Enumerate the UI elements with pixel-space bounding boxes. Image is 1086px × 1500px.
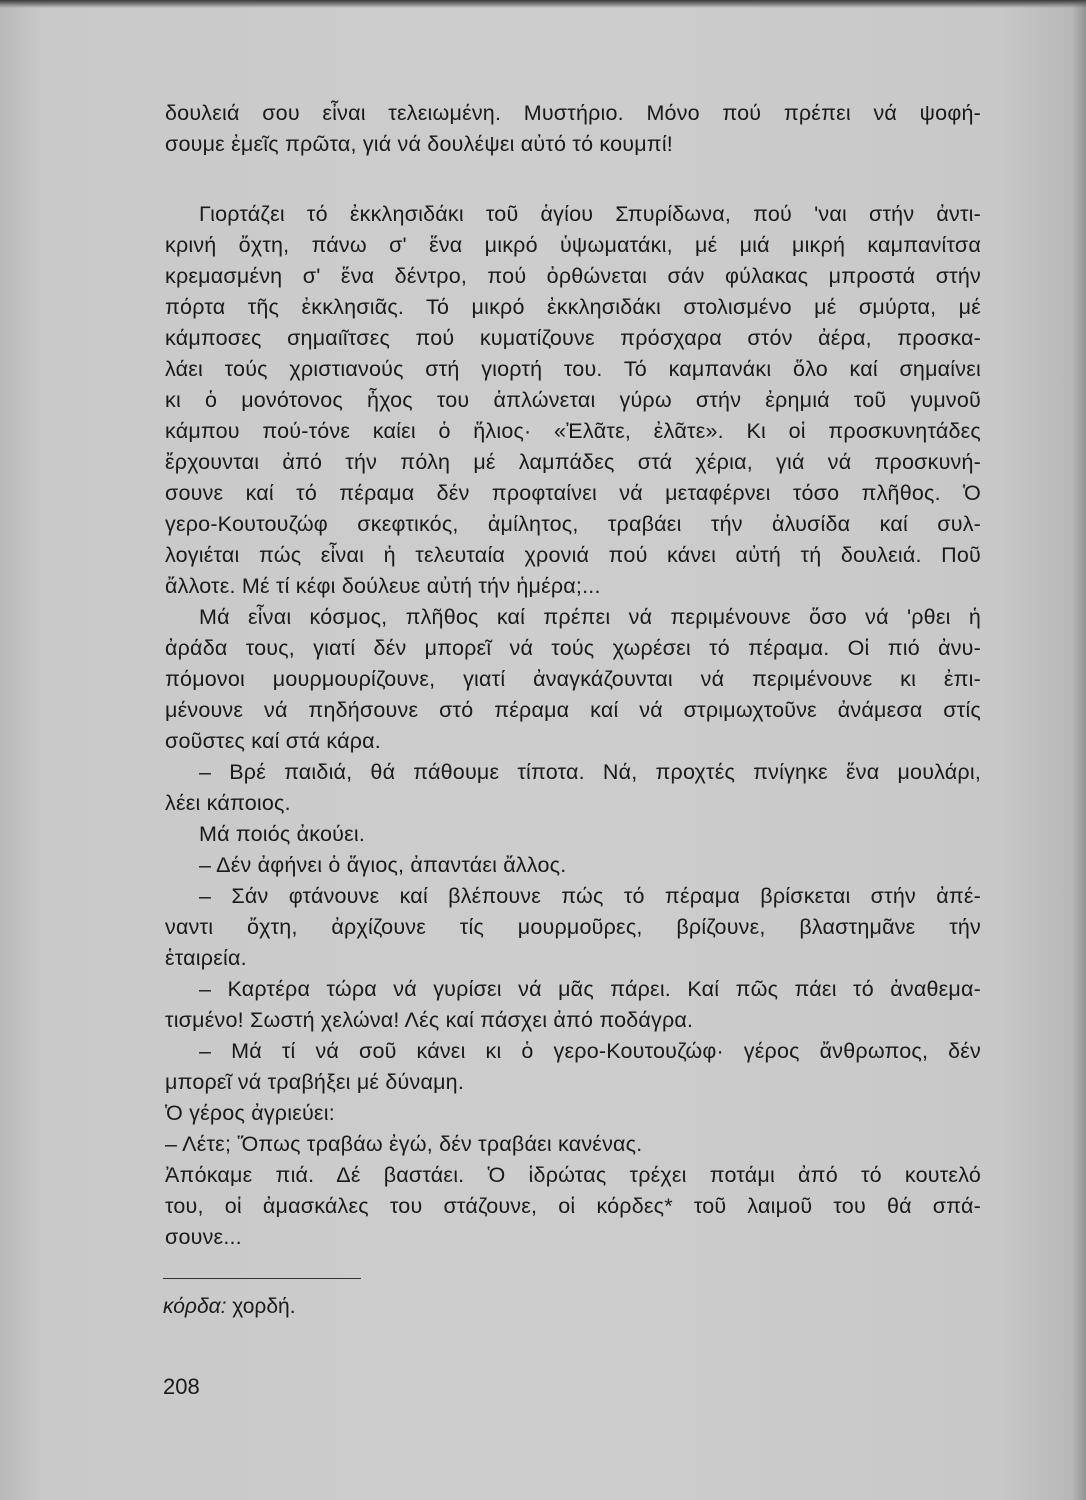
text-line: μπορεῖ νά τραβήξει μέ δύναμη. [165, 1070, 464, 1094]
text-line: λογιέται πώς εἶναι ἡ τελευταία χρονιά πού κάνει αὐτή τή δουλειά. Ποῦ [165, 543, 981, 567]
text-line: Μά ποιός ἀκούει. [199, 822, 366, 846]
paragraph-spacing [165, 160, 981, 199]
text-line: – Καρτέρα τώρα νά γυρίσει νά μᾶς πάρει. Καί πῶς πάει τό ἀναθεμα- [199, 977, 981, 1001]
text-line: πόμονοι μουρμουρίζουνε, γιατί ἀναγκάζουνται νά περιμένουνε κι ἐπι- [165, 667, 981, 691]
dialogue-paragraph [165, 757, 981, 819]
text-line: κρεμασμένη σ' ἕνα δέντρο, πού ὀρθώνεται σάν φύλακας μπροστά στήν [165, 264, 981, 288]
text-line: Ἀπόκαμε πιά. Δέ βαστάει. Ὁ ἱδρώτας τρέχει ποτάμι ἀπό τό κουτελό [165, 1163, 981, 1187]
footnote-separator [163, 1278, 361, 1279]
text-line: – Βρέ παιδιά, θά πάθουμε τίποτα. Νά, προχτές πνίγηκε ἕνα μουλάρι, [199, 760, 981, 784]
text-line: κάμποσες σημαιῖτσες πού κυματίζουνε πρόσχαρα στόν ἀέρα, προσκα- [165, 326, 981, 350]
text-line: – Σάν φτάνουνε καί βλέπουνε πώς τό πέραμα βρίσκεται στήν ἀπέ- [199, 884, 981, 908]
text-line: – Μά τί νά σοῦ κάνει κι ὁ γερο-Κουτουζώφ· γέρος ἄνθρωπος, δέν [199, 1039, 981, 1063]
dialogue-paragraph [165, 881, 981, 974]
text-line: ναντι ὄχτη, ἀρχίζουνε τίς μουρμοῦρες, βρίζουνε, βλαστημᾶνε τήν [165, 915, 981, 939]
paragraph [165, 199, 981, 602]
text-line: – Δέν ἀφήνει ὁ ἅγιος, ἀπαντάει ἄλλος. [199, 853, 567, 877]
text-line: του, οἱ ἀμασκάλες του στάζουνε, οἱ κόρδες* τοῦ λαιμοῦ του θά σπά- [165, 1194, 981, 1218]
dialogue-paragraph [165, 1036, 981, 1098]
text-line: σουνε καί τό πέραμα δέν προφταίνει νά μεταφέρνει τόσο πλῆθος. Ὁ [165, 481, 981, 505]
text-line: σοῦστες καί στά κάρα. [165, 729, 381, 753]
text-line: κι ὁ μονότονος ἦχος του ἁπλώνεται γύρω στήν ἐρημιά τοῦ γυμνοῦ [165, 388, 981, 412]
footnote [163, 1293, 296, 1321]
dialogue-paragraph [165, 974, 981, 1036]
text-line: κρινή ὄχτη, πάνω σ' ἕνα μικρό ὑψωματάκι, μέ μιά μικρή καμπανίτσα [165, 233, 981, 257]
footnote-term: κόρδα: [163, 1295, 227, 1318]
text-line: Ὁ γέρος ἀγριεύει: [165, 1101, 335, 1125]
paragraph [165, 602, 981, 757]
text-line: ἔρχουνται ἀπό τήν πόλη μέ λαμπάδες στά χέρια, γιά νά προσκυνή- [165, 450, 981, 474]
text-line: ἄλλοτε. Μέ τί κέφι δούλευε αὐτή τήν ἡμέρα;... [165, 574, 601, 598]
text-line: Μά εἶναι κόσμος, πλῆθος καί πρέπει νά περιμένουνε ὅσο νά 'ρθει ἡ [199, 605, 981, 629]
body-text [165, 98, 981, 1253]
paragraph [165, 1160, 981, 1253]
footnote-definition: χορδή. [232, 1295, 296, 1318]
text-line: Γιορτάζει τό ἐκκλησιδάκι τοῦ ἁγίου Σπυρίδωνα, πού 'ναι στήν ἀντι- [199, 202, 981, 226]
scan-top-shadow [0, 0, 1086, 8]
text-line: – Λέτε; Ὅπως τραβάω ἐγώ, δέν τραβάει κανένας. [165, 1132, 643, 1156]
text-line: κάμπου πού-τόνε καίει ὁ ἥλιος· «Ἐλᾶτε, ἐλᾶτε». Κι οἱ προσκυνητάδες [165, 419, 981, 443]
text-line: δουλειά σου εἶναι τελειωμένη. Μυστήριο. Μόνο πού πρέπει νά ψοφή- [165, 101, 981, 125]
text-line: λέει κάποιος. [165, 791, 291, 815]
text-line: ἀράδα τους, γιατί δέν μπορεῖ νά τούς χωρέσει τό πέραμα. Οἱ πιό ἀνυ- [165, 636, 981, 660]
text-line: γερο-Κουτουζώφ σκεφτικός, ἀμίλητος, τραβάει τήν ἁλυσίδα καί συλ- [165, 512, 981, 536]
page-number: 208 [163, 1374, 200, 1399]
paragraph [165, 98, 981, 160]
text-line: μένουνε νά πηδήσουνε στό πέραμα καί νά στριμωχτοῦνε ἀνάμεσα στίς [165, 698, 981, 722]
page-edge-shadow [1072, 0, 1086, 1500]
text-line: τισμένο! Σωστή χελώνα! Λές καί πάσχει ἀπό ποδάγρα. [165, 1008, 694, 1032]
text-line: ἑταιρεία. [165, 946, 247, 970]
text-line: σουμε ἐμεῖς πρῶτα, γιά νά δουλέψει αὐτό τό κουμπί! [165, 132, 673, 156]
text-line: πόρτα τῆς ἐκκλησιᾶς. Τό μικρό ἐκκλησιδάκι στολισμένο μέ σμύρτα, μέ [165, 295, 981, 319]
text-line: λάει τούς χριστιανούς στή γιορτή του. Τό καμπανάκι ὅλο καί σημαίνει [165, 357, 981, 381]
text-line: σουνε... [165, 1225, 242, 1249]
